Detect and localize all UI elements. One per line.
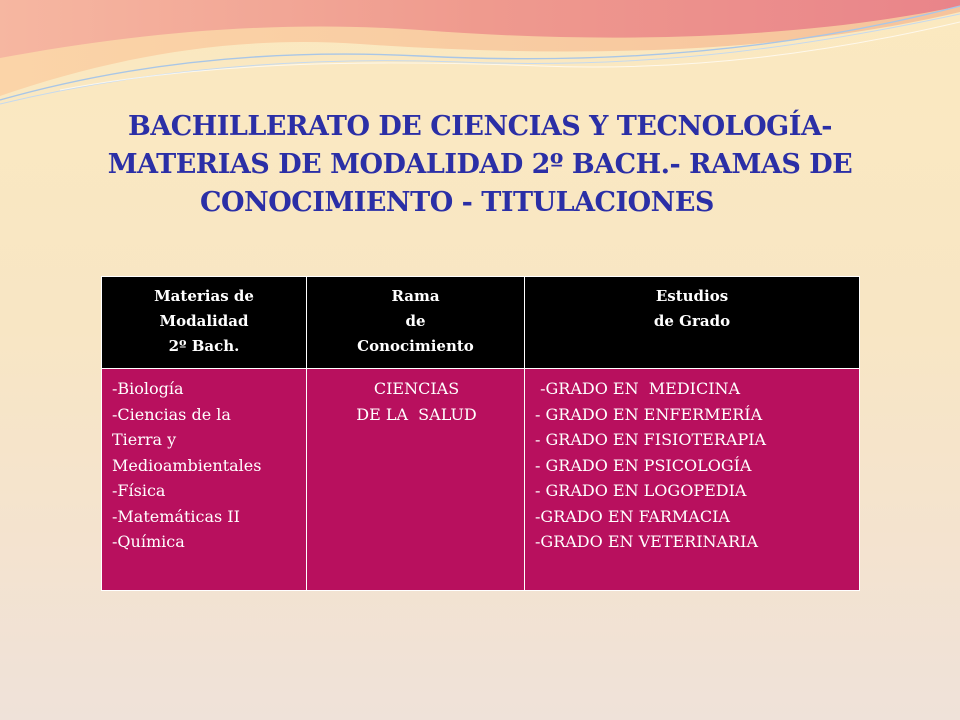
materia-item: -Ciencias de la [112, 404, 231, 424]
header-line: de Grado [653, 312, 731, 330]
grado-item: - GRADO EN FISIOTERAPIA [535, 430, 767, 449]
cell-materias [102, 369, 307, 591]
grado-item: -GRADO EN VETERINARIA [535, 532, 759, 551]
rama-line: DE LA SALUD [356, 404, 477, 424]
header-line: Estudios [655, 287, 729, 305]
header-line: de [405, 312, 426, 330]
table-header-row [102, 277, 860, 369]
grado-item: -GRADO EN FARMACIA [535, 506, 730, 526]
decorative-swoosh [0, 0, 960, 120]
materia-item: Medioambientales [112, 455, 262, 475]
materia-item: -Matemáticas II [112, 506, 240, 526]
header-rama [307, 277, 525, 369]
materia-item: Tierra y [112, 430, 177, 449]
rama-line: CIENCIAS [373, 379, 460, 398]
table-row [102, 369, 860, 591]
materia-item: -Física [112, 481, 166, 500]
cell-rama [307, 369, 525, 591]
header-line: 2º Bach. [168, 337, 240, 355]
header-line: Materias de [154, 287, 254, 305]
header-line: Modalidad [159, 312, 249, 330]
title-line-2: MATERIAS DE MODALIDAD 2º BACH.- RAMAS DE [107, 149, 853, 180]
page-title [100, 108, 860, 222]
title-line-3: CONOCIMIENTO - TITULACIONES [200, 187, 714, 218]
cell-estudios [525, 369, 860, 591]
materia-item: -Química [112, 532, 185, 551]
header-materias [102, 277, 307, 369]
header-line: Rama [391, 287, 440, 305]
grado-item: - GRADO EN PSICOLOGÍA [535, 455, 752, 475]
grades-table [101, 276, 860, 591]
grado-item: -GRADO EN MEDICINA [535, 379, 741, 398]
grado-item: - GRADO EN ENFERMERÍA [535, 404, 763, 424]
header-estudios [525, 277, 860, 369]
materia-item: -Biología [112, 379, 184, 398]
grado-item: - GRADO EN LOGOPEDIA [535, 481, 747, 500]
header-line: Conocimiento [357, 337, 474, 355]
title-line-1: BACHILLERATO DE CIENCIAS Y TECNOLOGÍA- [128, 111, 832, 142]
